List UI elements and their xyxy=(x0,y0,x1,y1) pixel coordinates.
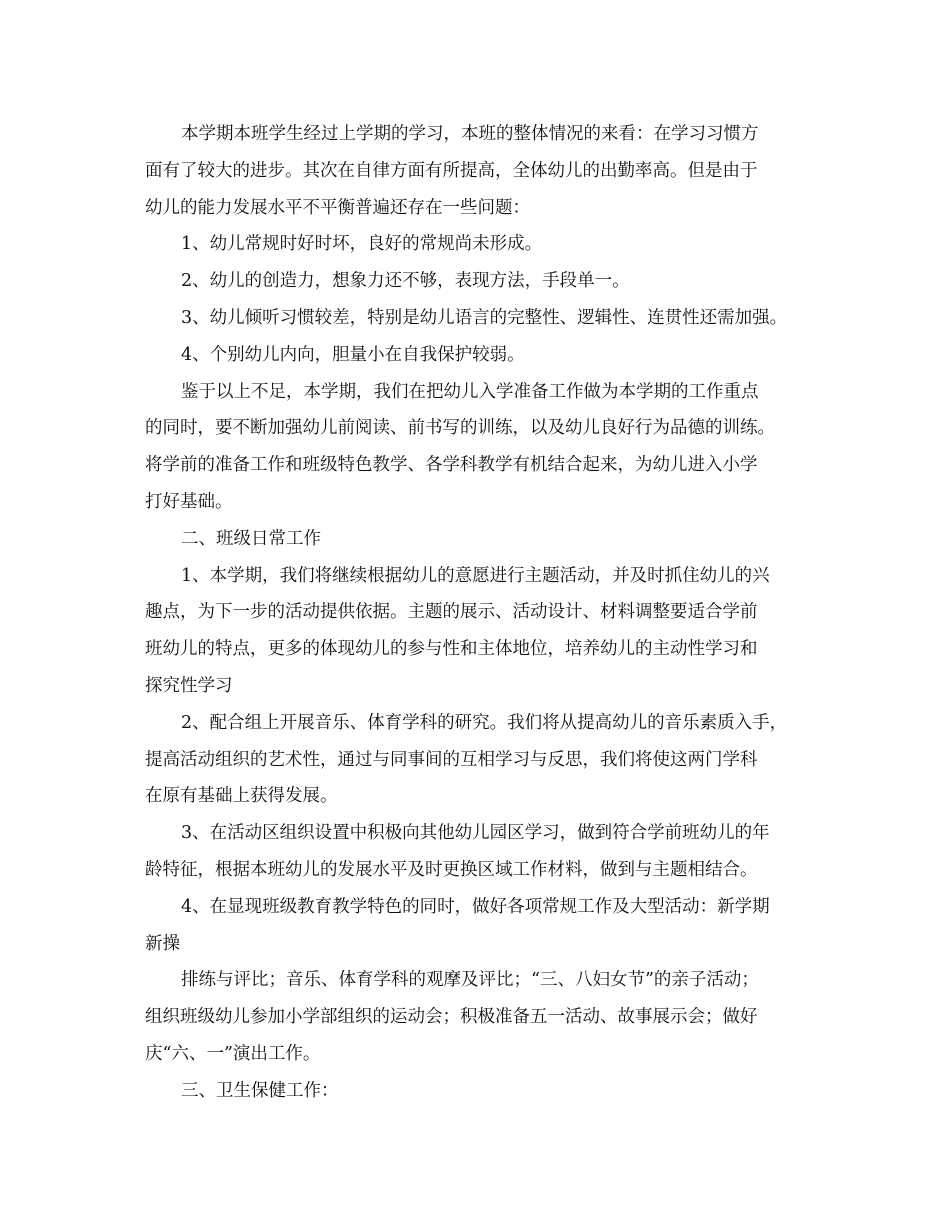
text-line: 探究性学习 xyxy=(145,675,233,696)
text-line: 庆“六、一”演出工作。 xyxy=(145,1043,321,1064)
text-line: 打好基础。 xyxy=(145,491,233,512)
text-line: 4、在显现班级教育教学特色的同时，做好各项常规工作及大型活动：新学期 xyxy=(181,896,770,917)
text-line: 鉴于以上不足，本学期，我们在把幼儿入学准备工作做为本学期的工作重点 xyxy=(181,381,759,402)
document-body xyxy=(145,116,835,1110)
text-line: 面有了较大的进步。其次在自律方面有所提高，全体幼儿的出勤率高。但是由于 xyxy=(145,160,758,181)
text-line: 2、配合组上开展音乐、体育学科的研究。我们将从提高幼儿的音乐素质入手， xyxy=(181,712,788,733)
section-heading: 二、班级日常工作 xyxy=(181,528,321,549)
text-line: 2、幼儿的创造力，想象力还不够，表现方法，手段单一。 xyxy=(181,271,630,292)
text-line: 新操 xyxy=(145,933,180,954)
text-line: 龄特征，根据本班幼儿的发展水平及时更换区域工作材料，做到与主题相结合。 xyxy=(145,859,758,880)
text-line: 提高活动组织的艺术性，通过与同事间的互相学习与反思，我们将使这两门学科 xyxy=(145,749,758,770)
text-line: 趣点，为下一步的活动提供依据。主题的展示、活动设计、材料调整要适合学前 xyxy=(145,602,758,623)
text-line: 的同时，要不断加强幼儿前阅读、前书写的训练，以及幼儿良好行为品德的训练。 xyxy=(145,418,775,439)
text-line: 幼儿的能力发展水平不平衡普遍还存在一些问题： xyxy=(145,197,530,218)
text-line: 将学前的准备工作和班级特色教学、各学科教学有机结合起来，为幼儿进入小学 xyxy=(145,455,758,476)
text-line: 1、幼儿常规时好时坏，良好的常规尚未形成。 xyxy=(181,234,543,255)
text-line: 3、在活动区组织设置中积极向其他幼儿园区学习，做到符合学前班幼儿的年 xyxy=(181,823,770,844)
text-line: 排练与评比；音乐、体育学科的观摩及评比；“三、八妇女节”的亲子活动； xyxy=(181,970,759,991)
text-line: 组织班级幼儿参加小学部组织的运动会；积极准备五一活动、故事展示会；做好 xyxy=(145,1007,758,1028)
text-line: 班幼儿的特点，更多的体现幼儿的参与性和主体地位，培养幼儿的主动性学习和 xyxy=(145,639,758,660)
section-heading: 三、卫生保健工作： xyxy=(181,1080,339,1101)
text-line: 1、本学期，我们将继续根据幼儿的意愿进行主题活动，并及时抓住幼儿的兴 xyxy=(181,565,770,586)
text-line: 3、幼儿倾听习惯较差，特别是幼儿语言的完整性、逻辑性、连贯性还需加强。 xyxy=(181,307,788,328)
text-line: 在原有基础上获得发展。 xyxy=(145,786,338,807)
text-line: 本学期本班学生经过上学期的学习，本班的整体情况的来看：在学习习惯方 xyxy=(181,124,759,144)
text-line: 4、个别幼儿内向，胆量小在自我保护较弱。 xyxy=(181,344,525,365)
